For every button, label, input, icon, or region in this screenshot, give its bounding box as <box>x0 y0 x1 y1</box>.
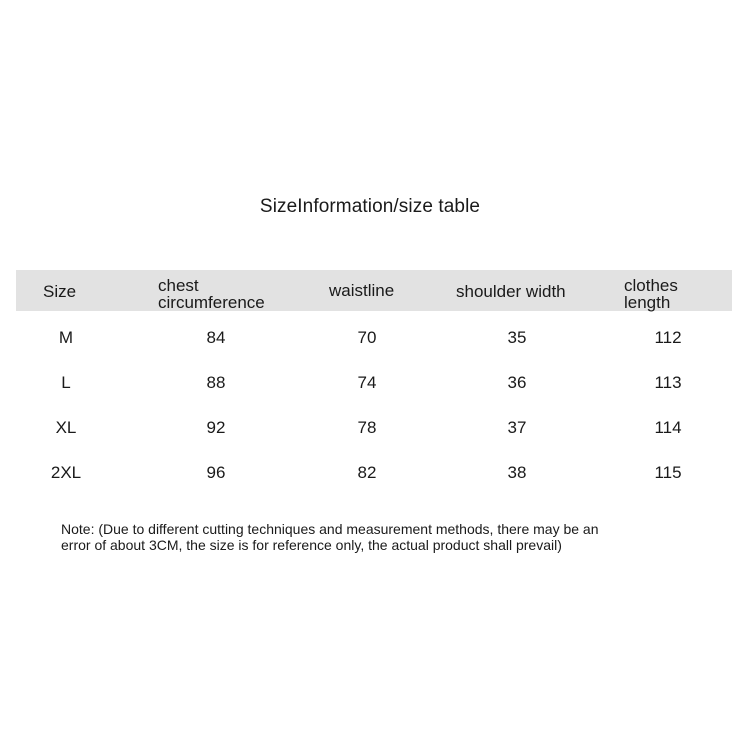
cell-length: 112 <box>654 328 682 347</box>
table-row <box>0 463 750 483</box>
header-length-line1: clothes <box>624 276 678 295</box>
cell-size: L <box>61 373 71 392</box>
cell-length: 115 <box>654 463 682 482</box>
cell-shoulder: 37 <box>507 418 527 437</box>
header-length-line2: length <box>624 293 671 312</box>
cell-waist: 78 <box>357 418 377 437</box>
header-chest-circumference <box>158 277 265 311</box>
cell-shoulder: 38 <box>507 463 527 482</box>
size-note <box>61 521 701 553</box>
cell-chest: 88 <box>206 373 226 392</box>
cell-waist: 70 <box>357 328 377 347</box>
cell-waist: 82 <box>357 463 377 482</box>
table-row <box>0 373 750 393</box>
header-waistline: waistline <box>329 281 395 300</box>
header-clothes-length <box>624 277 678 311</box>
header-shoulder-width: shoulder width <box>456 282 566 301</box>
cell-waist: 74 <box>357 373 377 392</box>
cell-size: 2XL <box>50 463 82 482</box>
note-line-2: error of about 3CM, the size is for reference only, the actual product shall prevail) <box>61 537 562 553</box>
header-size: Size <box>43 282 77 301</box>
cell-chest: 96 <box>206 463 226 482</box>
cell-chest: 84 <box>206 328 226 347</box>
table-row <box>0 418 750 438</box>
note-line-1: Note: (Due to different cutting techniques and measurement methods, there may be an <box>61 521 599 537</box>
cell-length: 114 <box>654 418 682 437</box>
cell-chest: 92 <box>206 418 226 437</box>
header-chest-line2: circumference <box>158 293 265 312</box>
table-row <box>0 328 750 348</box>
cell-shoulder: 36 <box>507 373 527 392</box>
cell-length: 113 <box>654 373 682 392</box>
cell-size: XL <box>55 418 77 437</box>
cell-size: M <box>58 328 74 347</box>
header-chest-line1: chest <box>158 276 199 295</box>
page-title: SizeInformation/size table <box>259 196 481 217</box>
cell-shoulder: 35 <box>507 328 527 347</box>
